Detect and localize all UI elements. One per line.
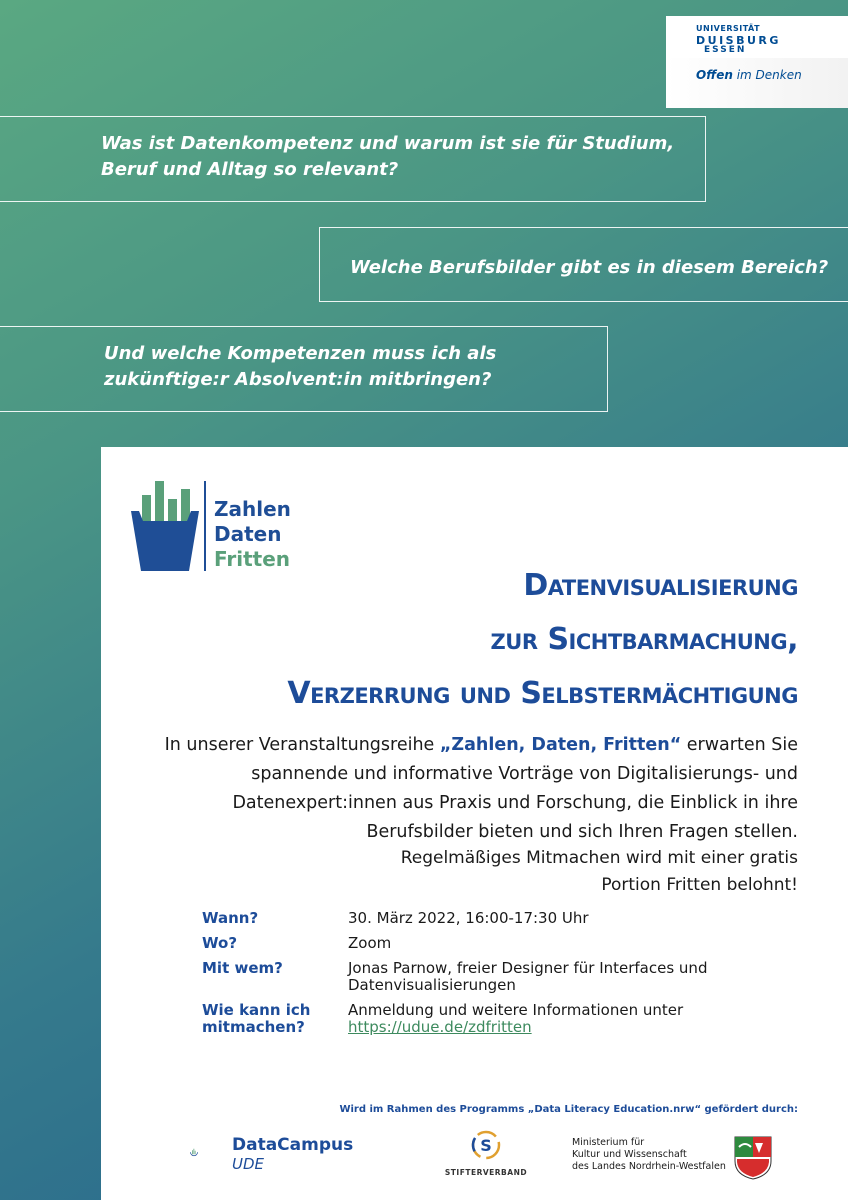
- detail-label-when: Wann?: [202, 909, 259, 927]
- stifterverband-icon: [471, 1130, 501, 1160]
- ministry-line1: Ministerium für: [572, 1137, 645, 1148]
- detail-row-who: [202, 960, 802, 994]
- detail-value-when: 30. März 2022, 16:00-17:30 Uhr: [348, 909, 589, 927]
- title-line1: Datenvisualisierung: [523, 568, 798, 603]
- datacampus-line2: UDE: [232, 1155, 265, 1173]
- detail-label-how: Wie kann ich mitmachen?: [202, 1001, 311, 1036]
- logo-divider: [204, 481, 206, 571]
- event-details: [202, 910, 802, 1044]
- university-line2: DUISBURG: [696, 34, 781, 47]
- reward-line1: Regelmäßiges Mitmachen wird mit einer gratis: [400, 848, 798, 868]
- ministry-line3: des Landes Nordrhein-Westfalen: [572, 1161, 726, 1172]
- question-box-2: [319, 227, 848, 302]
- detail-row-where: [202, 935, 802, 952]
- datacampus-line1: DataCampus: [232, 1135, 354, 1155]
- series-logo-line1: Zahlen: [214, 497, 291, 521]
- intro-paragraph: [158, 731, 798, 847]
- detail-row-how: [202, 1002, 802, 1036]
- tagline-bar: [666, 58, 848, 108]
- datacampus-icon: [189, 1130, 229, 1176]
- detail-label-where: Wo?: [202, 934, 238, 952]
- question-1-text: Was ist Datenkompetenz und warum ist sie für Studium, Beruf und Alltag so relevant?: [101, 133, 675, 180]
- detail-value-where: Zoom: [348, 934, 392, 952]
- detail-value-how: [348, 1002, 802, 1036]
- nrw-crest-icon: [733, 1135, 773, 1181]
- reward-line2: Portion Fritten belohnt!: [601, 875, 798, 895]
- title-line3: Verzerrung und Selbstermächtigung: [287, 676, 798, 711]
- stifterverband-logo: [441, 1130, 531, 1180]
- question-box-1: [0, 116, 706, 202]
- stifterverband-letter: S: [480, 1136, 492, 1155]
- intro-before: In unserer Veranstaltungsreihe: [164, 735, 440, 755]
- registration-text: Anmeldung und weitere Informationen unter: [348, 1001, 684, 1019]
- question-3-text: Und welche Kompetenzen muss ich als zukünftige:r Absolvent:in mitbringen?: [104, 343, 497, 390]
- question-2-text: Welche Berufsbilder gibt es in diesem Bereich?: [350, 257, 829, 278]
- tagline-rest: im Denken: [732, 68, 802, 82]
- university-line3: ESSEN: [704, 45, 747, 55]
- tagline-bold: Offen: [696, 68, 733, 82]
- university-logo: [666, 16, 848, 108]
- event-panel: [101, 447, 848, 1200]
- university-tagline: [696, 68, 802, 82]
- registration-link[interactable]: https://udue.de/zdfritten: [348, 1018, 532, 1036]
- series-logo-line2: Daten: [214, 522, 282, 546]
- intro-highlight: „Zahlen, Daten, Fritten“: [439, 735, 682, 755]
- series-logo-line3: Fritten: [214, 547, 291, 571]
- detail-label-who: Mit wem?: [202, 959, 283, 977]
- stifterverband-label: STIFTERVERBAND: [444, 1168, 528, 1177]
- funding-note: Wird im Rahmen des Programms „Data Literacy Education.nrw“ gefördert durch:: [339, 1104, 798, 1115]
- detail-value-who: Jonas Parnow, freier Designer für Interfaces und Datenvisualisierungen: [348, 959, 708, 994]
- detail-row-when: [202, 910, 802, 927]
- question-box-3: [0, 326, 608, 412]
- reward-note: [298, 845, 798, 899]
- university-wordmark: [696, 24, 781, 55]
- university-line1: UNIVERSITÄT: [696, 24, 761, 33]
- ministry-label: [572, 1137, 726, 1173]
- ministry-line2: Kultur und Wissenschaft: [572, 1149, 687, 1160]
- event-title: [198, 559, 798, 721]
- intro-after: erwarten Sie spannende und informative Vorträge von Digitalisierungs- und Datenexpert:innen aus Praxis und Forschung, die Einblick in ihre Berufsbilder bieten und sich Ihren Fragen stellen.: [232, 735, 798, 842]
- title-line2: zur Sichtbarmachung,: [490, 622, 798, 657]
- datacampus-logo: [232, 1135, 353, 1173]
